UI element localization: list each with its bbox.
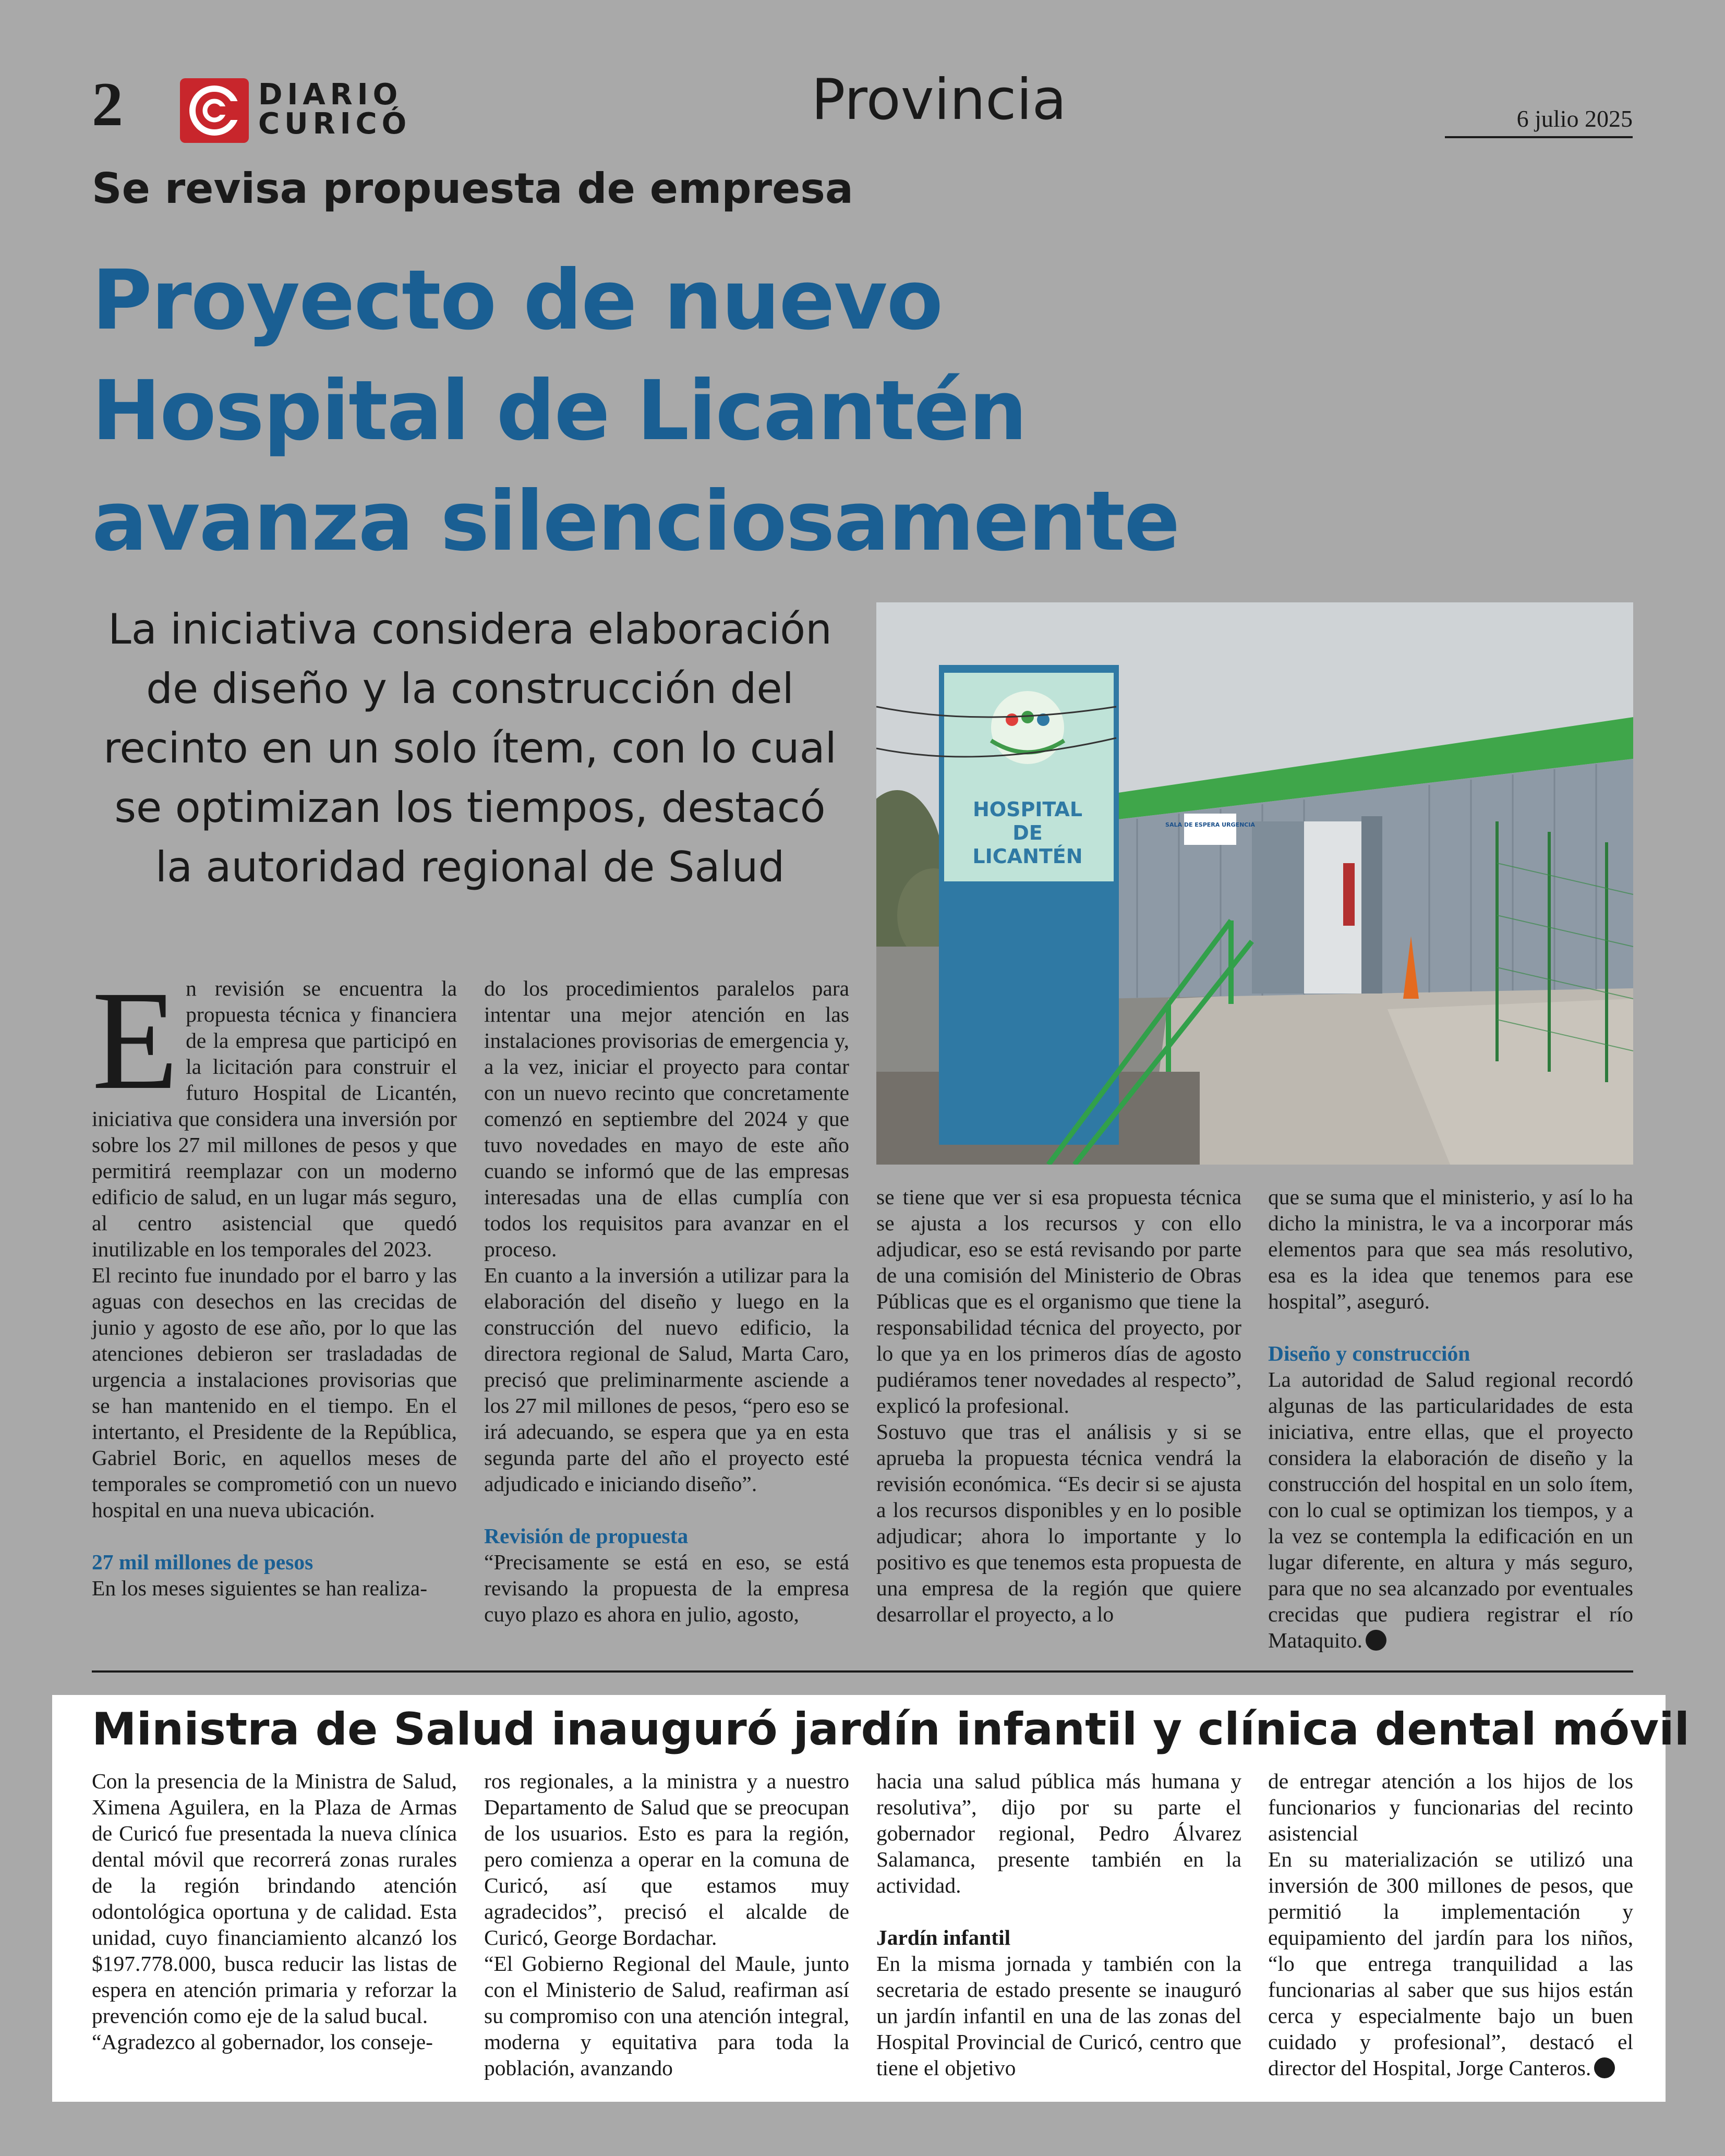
- end-mark-icon: [1366, 1630, 1386, 1651]
- box-column-3: [876, 1768, 1241, 2081]
- drop-cap: E: [92, 962, 179, 1119]
- paragraph: do los procedimientos paralelos para intentar una mejor atención en las instalaciones provisorias de emergencia y, a la vez, iniciar el proyecto para contar con un nuevo recinto que concretamente comenzó en septiembre del 2024 y que tuvo novedades en mayo de este año cuando se informó que de las empresas interesadas una de ellas cumplía con todos los requisitos para avanzar en el proceso.: [484, 976, 849, 1261]
- section-title: Provincia: [811, 67, 1067, 132]
- article-kicker: Se revisa propuesta de empresa: [92, 164, 853, 213]
- paragraph: El recinto fue inundado por el barro y las aguas con desechos en las crecidas de junio y agosto de ese año, por lo que las atenciones debieron ser trasladadas de urgencia a instalaciones provisorias que se han mantenido en el tiempo. En el intertanto, el Presidente de la República, Gabriel Boric, en aquellos meses de temporales se comprometió con un nuevo hospital en una nueva ubicación.: [92, 1263, 457, 1522]
- end-mark-icon: [1594, 2057, 1615, 2078]
- paragraph: La autoridad de Salud regional recordó algunas de las particularidades de esta iniciativa, entre ellas, que el proyecto considera la elaboración de diseño y la construcción del hospital en un solo ítem, con lo cual se optimizan los tiempos, y a la vez se contempla la edificación en un lugar diferente, en altura y más seguro, para que no sea alcanzado por eventuales crecidas que pudiera registrar el río Mataquito.: [1268, 1367, 1633, 1652]
- door-sign-text: SALA DE ESPERA URGENCIA: [1165, 821, 1255, 828]
- paragraph: ros regionales, a la ministra y a nuestro Departamento de Salud que se preocupan de los usuarios. Esto es para la región, pero comienza a operar en la comuna de Curicó, así que estamos muy agradecidos”, precisó el alcalde de Curicó, George Bordachar.: [484, 1769, 849, 1949]
- headline-line: Proyecto de nuevo: [92, 252, 943, 348]
- logo-mark-icon: [180, 78, 249, 143]
- sign-text-line3: LICANTÉN: [972, 845, 1083, 868]
- paragraph: hacia una salud pública más humana y resolutiva”, dijo por su parte el gobernador regional, Pedro Álvarez Salamanca, presente también en la actividad.: [876, 1769, 1241, 1897]
- article-column-3: [876, 1184, 1241, 1627]
- paragraph: Sostuvo que tras el análisis y si se aprueba la propuesta técnica vendrá la revisión económica. “Es decir si se ajusta a los recursos disponibles y en lo posible adjudicar; ahora lo importante y lo positivo es que tenemos esta propuesta de una empresa de la región que quiere desarrollar el proyecto, a lo: [876, 1420, 1241, 1626]
- box-column-2: [484, 1768, 849, 2081]
- paragraph: En la misma jornada y también con la secretaria de estado presente se inauguró un jardín infantil en una de las zonas del Hospital Provincial de Curicó, centro que tiene el objetivo: [876, 1952, 1241, 2080]
- article-headline: [92, 245, 1605, 577]
- headline-line: Hospital de Licantén: [92, 363, 1027, 459]
- divider-rule: [92, 1670, 1633, 1673]
- article-deck: La iniciativa considera elaboración de diseño y la construcción del recinto en un solo ítem, con lo cual se optimizan los tiempos, destacó la autoridad regional de Salud: [103, 605, 837, 891]
- page-number: 2: [92, 69, 123, 139]
- paragraph: En cuanto a la inversión a utilizar para la elaboración del diseño y luego en la construcción del nuevo edificio, la directora regional de Salud, Marta Caro, precisó que preliminarmente asciende a los 27 mil millones de pesos, “pero eso se irá adecuando, se espera que ya en esta segunda parte del año el proyecto esté adjudicado e iniciando diseño”.: [484, 1263, 849, 1496]
- article-column-1: [92, 962, 457, 1601]
- paragraph: “Agradezco al gobernador, los conseje-: [92, 2030, 433, 2054]
- paragraph: En su materialización se utilizó una inversión de 300 millones de pesos, que permitió la implementación y equipamiento del jardín para los niños, “lo que entrega tranquilidad a las funcionarias al saber que sus hijos están cerca y especialmente bajo un buen cuidado y profesional”, destacó el director del Hospital, Jorge Canteros.: [1268, 1847, 1633, 2080]
- paragraph: n revisión se encuentra la propuesta técnica y financiera de la empresa que participó en la licitación para construir el futuro Hospital de Licantén, iniciativa que considera una inversión por sobre los 27 mil millones de pesos y que permitirá reemplazar con un moderno edificio de salud, en un lugar más seguro, al centro asistencial que quedó inutilizable en los temporales del 2023.: [92, 976, 457, 1261]
- logo-text: [258, 80, 411, 139]
- article-column-4: [1268, 1184, 1633, 1653]
- paragraph: de entregar atención a los hijos de los funcionarios y funcionarias del recinto asistencial: [1268, 1769, 1633, 1845]
- box-column-4: [1268, 1768, 1633, 2081]
- hospital-photo: [876, 602, 1633, 1165]
- sign-text-line1: HOSPITAL: [972, 798, 1083, 821]
- subhead: Revisión de propuesta: [484, 1524, 689, 1548]
- article-column-2: [484, 975, 849, 1627]
- paragraph: se tiene que ver si esa propuesta técnica se ajusta a los recursos y con ello adjudicar, eso se está revisando por parte de una comisión del Ministerio de Obras Públicas que es el organismo que tiene la responsabilidad técnica del proyecto, por lo que ya en los primeros días de agosto pudiéramos tener novedades al respecto”, explicó la profesional.: [876, 1185, 1241, 1418]
- subhead: Diseño y construcción: [1268, 1341, 1470, 1365]
- box-column-1: [92, 1768, 457, 2055]
- paragraph: que se suma que el ministerio, y así lo ha dicho la ministra, le va a incorporar más elementos para que sea más resolutivo, esa es la idea que tenemos para ese hospital”, aseguró.: [1268, 1185, 1633, 1313]
- paragraph: Con la presencia de la Ministra de Salud, Ximena Aguilera, en la Plaza de Armas de Curicó fue presentada la nueva clínica dental móvil que recorrerá zonas rurales de la región brindando atención odontológica oportuna y de calidad. Esta unidad, cuyo financiamiento alcanzó los $197.778.000, busca reducir las listas de espera en atención primaria y reforzar la prevención como eje de la salud bucal.: [92, 1769, 457, 2028]
- sign-text-line2: DE: [1012, 821, 1043, 844]
- issue-date: 6 julio 2025: [1445, 107, 1633, 138]
- logo-text-line1: DIARIO: [258, 78, 403, 112]
- subhead: 27 mil millones de pesos: [92, 1550, 313, 1574]
- paragraph: “Precisamente se está en eso, se está revisando la propuesta de la empresa cuyo plazo es ahora en julio, agosto,: [484, 1550, 849, 1626]
- paragraph: En los meses siguientes se han realiza-: [92, 1576, 428, 1600]
- headline-line: avanza silenciosamente: [92, 474, 1179, 570]
- logo-text-line2: CURICÓ: [258, 107, 412, 141]
- paragraph: “El Gobierno Regional del Maule, junto con el Ministerio de Salud, reafirman así su compromiso con una atención integral, moderna y equitativa para toda la población, avanzando: [484, 1952, 849, 2080]
- subhead: Jardín infantil: [876, 1925, 1011, 1949]
- secondary-headline: Ministra de Salud inauguró jardín infantil y clínica dental móvil: [92, 1703, 1690, 1755]
- newspaper-logo: [180, 78, 430, 146]
